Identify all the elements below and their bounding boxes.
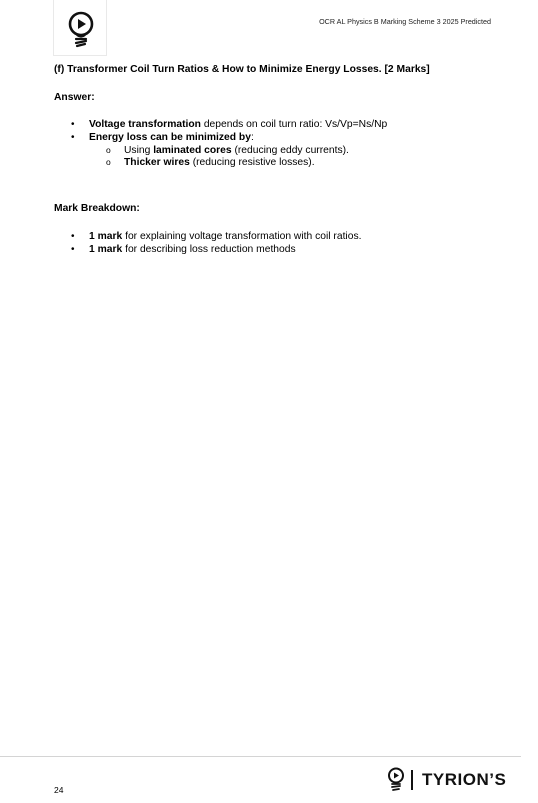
breakdown-item-text: for explaining voltage transformation with coil ratios. [122, 231, 362, 242]
breakdown-item-text: for describing loss reduction methods [122, 243, 296, 255]
lightbulb-play-icon [386, 767, 406, 793]
question-heading: (f) Transformer Coil Turn Ratios & How to Minimize Energy Losses. [2 Marks] [54, 64, 430, 75]
list-item [54, 244, 361, 257]
sub-item-prefix: Using [124, 144, 154, 156]
answer-item-bold: Voltage transformation [89, 119, 201, 130]
sub-item-bold: Thicker wires [124, 157, 190, 169]
breakdown-item-bold: 1 mark [89, 231, 123, 242]
list-item [54, 231, 361, 244]
sub-item-bold: laminated cores [153, 144, 232, 156]
answer-sublist [89, 145, 387, 171]
brand-name: TYRION’S [422, 770, 507, 789]
answer-item-bold: Energy loss can be minimized by [89, 131, 251, 143]
answer-item-text: : [250, 131, 254, 143]
sub-list-item [89, 157, 387, 170]
breakdown-item-bold: 1 mark [89, 243, 123, 255]
answer-list [54, 119, 387, 170]
header-logo [53, 0, 107, 56]
sub-item-text: (reducing resistive losses). [189, 157, 315, 169]
footer-divider [0, 756, 521, 757]
header-title: OCR AL Physics B Marking Scheme 3 2025 Predicted [319, 17, 491, 26]
breakdown-label: Mark Breakdown: [54, 203, 140, 214]
sub-item-text: (reducing eddy currents). [231, 144, 349, 156]
answer-label: Answer: [54, 92, 95, 103]
lightbulb-play-icon [63, 10, 99, 48]
list-item [54, 119, 387, 132]
breakdown-list [54, 231, 361, 257]
brand-separator [411, 770, 413, 790]
footer-brand [386, 767, 516, 791]
list-item [54, 132, 387, 170]
sub-list-item [89, 145, 387, 158]
page-number: 24 [54, 785, 64, 795]
answer-item-text: depends on coil turn ratio: Vs/Vp=Ns/Np [200, 119, 388, 130]
